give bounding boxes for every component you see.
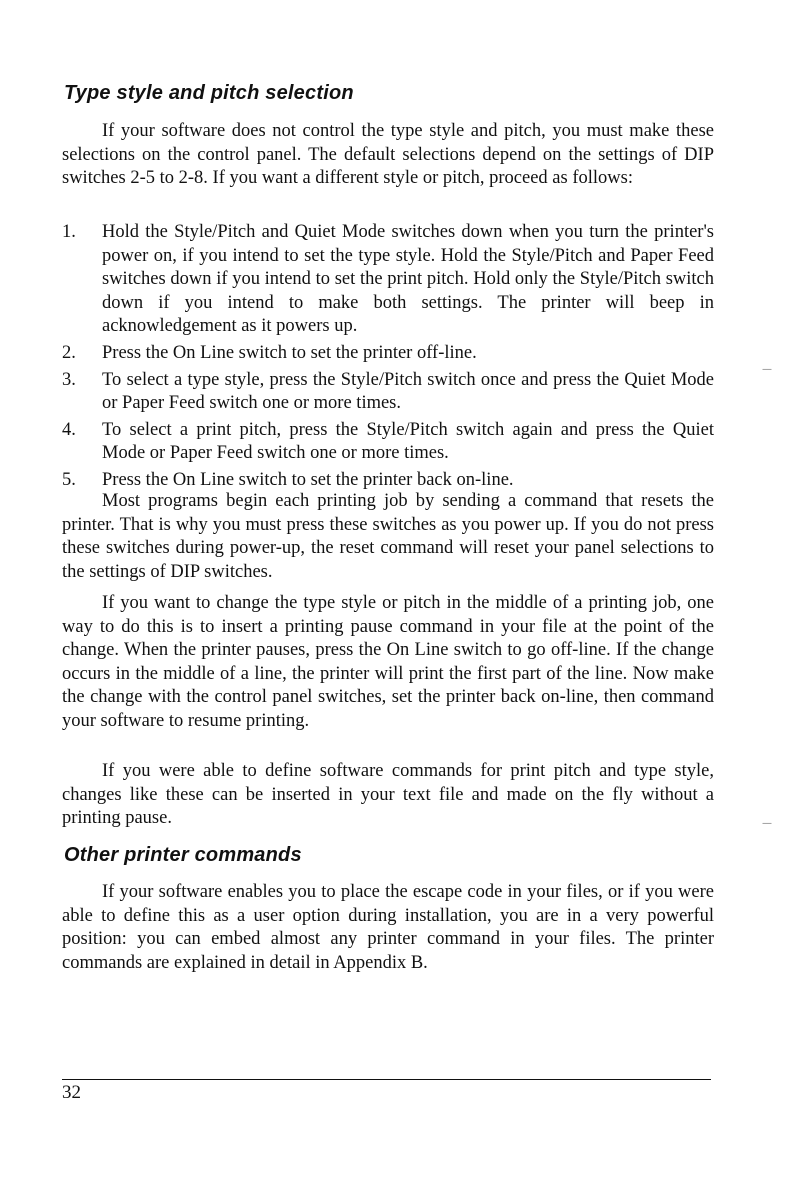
step-text: Hold the Style/Pitch and Quiet Mode switches down when you turn the printer's power on, if you intend to set the type style. Hold the Style/Pitch and Paper Feed switches down if you intend to set the print pitch. Hold only the Style/Pitch switch down if you intend to make both settings. The printer will beep in acknowledgement as it powers up. — [102, 222, 714, 337]
list-item — [62, 469, 714, 493]
page-number: 32 — [62, 1082, 81, 1103]
step-number: 3. — [62, 369, 76, 390]
list-item — [62, 221, 714, 339]
step-text: To select a type style, press the Style/Pitch switch once and press the Quiet Mode or Paper Feed switch one or more times. — [102, 369, 714, 414]
footer-divider — [62, 1079, 711, 1080]
step-text: Press the On Line switch to set the printer off-line. — [102, 342, 477, 363]
steps-list — [62, 221, 714, 496]
scan-mark: — — [762, 364, 772, 375]
step-number: 2. — [62, 342, 76, 363]
list-item — [62, 342, 714, 366]
step-text: To select a print pitch, press the Style/Pitch switch again and press the Quiet Mode or Paper Feed switch one or more times. — [102, 419, 714, 464]
step-number: 1. — [62, 222, 76, 242]
body-paragraph-software-commands: If you were able to define software commands for print pitch and type style, changes like these can be inserted in your text file and made on the fly without a printing pause. — [62, 761, 714, 829]
step-number: 4. — [62, 419, 76, 440]
list-item — [62, 419, 714, 466]
scan-mark: — — [762, 818, 772, 829]
section-heading-other-commands: Other printer commands — [64, 844, 302, 866]
intro-paragraph: If your software does not control the type style and pitch, you must make these selections on the control panel. The default selections depend on the settings of DIP switches 2-5 to 2-8. If you want a different style or pitch, proceed as follows: — [62, 121, 714, 189]
body-paragraph-reset: Most programs begin each printing job by sending a command that resets the printer. That is why you must press these switches as you power up. If you do not press these switches during power-up, the reset command will reset your panel selections to the settings of DIP switches. — [62, 491, 714, 582]
step-number: 5. — [62, 469, 76, 490]
body-paragraph-escape-code: If your software enables you to place the escape code in your files, or if you were able to define this as a user option during installation, you are in a very powerful position: you can embed almost any printer command in your files. The printer commands are explained in detail in Appendix B. — [62, 882, 714, 973]
section-heading-type-style: Type style and pitch selection — [64, 82, 354, 104]
body-paragraph-change-style: If you want to change the type style or pitch in the middle of a printing job, one way to do this is to insert a printing pause command in your file at the point of the change. When the printer pauses, press the On Line switch to go off-line. If the change occurs in the middle of a line, the printer will print the first part of the line. Now make the change with the control panel switches, set the printer back on-line, then command your software to resume printing. — [62, 593, 714, 731]
list-item — [62, 369, 714, 416]
step-text: Press the On Line switch to set the printer back on-line. — [102, 469, 514, 490]
